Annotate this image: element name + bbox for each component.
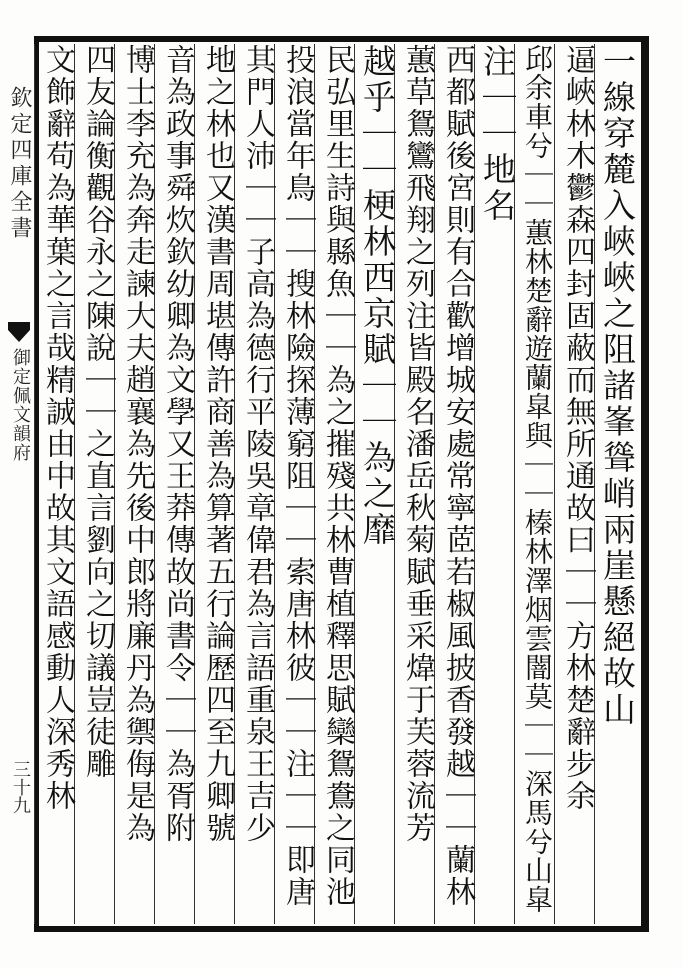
column-text: 注｜｜地名 bbox=[478, 44, 517, 224]
text-column bbox=[594, 44, 638, 924]
frame-top-border bbox=[36, 36, 649, 42]
text-column bbox=[394, 44, 438, 924]
frame-right-border bbox=[641, 36, 649, 932]
text-column bbox=[514, 44, 558, 924]
fishtail-mark-icon bbox=[6, 320, 32, 350]
column-text: 越乎｜｜梗林西京賦｜｜為之靡 bbox=[358, 44, 397, 548]
text-columns bbox=[40, 44, 638, 924]
text-column bbox=[474, 44, 518, 924]
page-number: 三十九 bbox=[10, 760, 31, 814]
column-text: 一線穿麓入峽峽之阻諸峯聳峭兩崖懸絕故山 bbox=[598, 44, 637, 728]
text-column bbox=[194, 44, 238, 924]
text-column bbox=[74, 44, 118, 924]
text-column bbox=[234, 44, 278, 924]
column-text: 逼峽林木鬱森四封固蔽而無所通故曰｜｜方林楚辭步余 bbox=[560, 44, 595, 812]
text-column bbox=[154, 44, 198, 924]
text-column bbox=[34, 44, 78, 924]
column-text: 西都賦後宮則有合歡增城安處常寧茝若椒風披香發越｜｜蘭林 bbox=[440, 44, 475, 908]
column-text: 其門人沛｜｜子高為德行平陵吳章偉君為言語重泉王吉少 bbox=[240, 44, 275, 844]
text-column bbox=[274, 44, 318, 924]
column-text: 四友論衡觀谷永之陳說｜｜之直言劉向之切議豈徒雕 bbox=[80, 44, 115, 780]
book-title: 御定佩文韻府 bbox=[10, 348, 31, 462]
text-column bbox=[314, 44, 358, 924]
column-text: 蕙草鴛鸞飛翔之列注皆殿名潘岳秋菊賦垂采煒于芙蓉流芳 bbox=[400, 44, 435, 844]
column-text: 投浪當年鳥｜｜搜林險探薄窮阻｜｜索唐林彼｜｜注｜｜即唐 bbox=[280, 44, 315, 908]
column-text: 文飾辭苟為華葉之言哉精誠由中故其文語感動人深秀林 bbox=[40, 44, 75, 812]
column-text: 音為政事舜炊欽幼卿為文學又王莽傳故尚書令｜｜為胥附 bbox=[160, 44, 195, 844]
frame-bottom-border bbox=[36, 926, 649, 932]
column-text: 地之林也又漢書周堪傳許商善為算著五行論歷四至九卿號 bbox=[200, 44, 235, 844]
text-column bbox=[434, 44, 478, 924]
text-column bbox=[114, 44, 158, 924]
text-column bbox=[354, 44, 398, 924]
column-text: 博士李充為奔走諫大夫趙襄為先後中郎將廉丹為禦侮是為 bbox=[120, 44, 155, 844]
column-text: 邱余車兮｜｜蕙林楚辭遊蘭皐與｜｜榛林澤烟雲闇莫｜｜深馬兮山皐 bbox=[521, 44, 554, 914]
text-column bbox=[554, 44, 598, 924]
column-text: 民弘里生詩與縣魚｜｜為之摧殘共林曹植釋思賦欒鴛鴦之同池 bbox=[320, 44, 355, 908]
book-series-title: 欽定四庫全書 bbox=[7, 86, 32, 242]
page-margin bbox=[0, 36, 36, 932]
